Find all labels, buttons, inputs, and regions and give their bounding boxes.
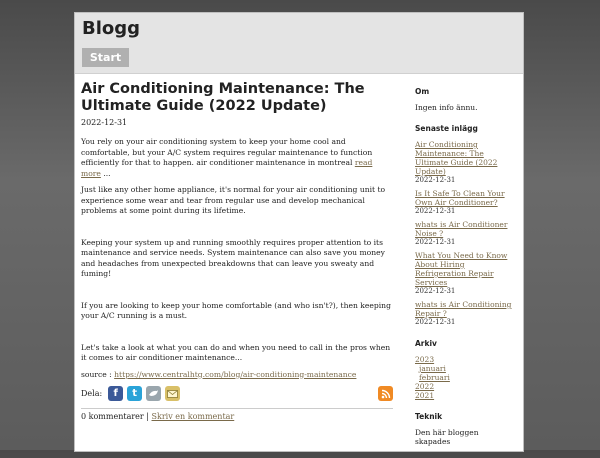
recent-post-link[interactable]: whats is Air Conditioning Repair ?	[415, 300, 512, 318]
archive-year-link[interactable]: 2023	[415, 355, 435, 364]
tech-title: Teknik	[415, 412, 443, 421]
archive-year-link[interactable]: 2022	[415, 382, 435, 391]
separator: |	[143, 412, 152, 421]
archive-month-link[interactable]: februari	[419, 373, 450, 382]
facebook-icon[interactable]: f	[108, 386, 123, 401]
post-paragraph-4: If you are looking to keep your home comfortable (and who isn't?), then keeping your A/C running is a must.	[81, 300, 391, 320]
bird-icon[interactable]	[146, 386, 161, 401]
post-footer	[81, 412, 393, 421]
post-date: 2022-12-31	[81, 118, 128, 127]
recent-posts-title: Senaste inlägg	[415, 124, 478, 133]
recent-post-link[interactable]: Air Conditioning Maintenance: The Ultimate Guide (2022 Update)	[415, 140, 498, 176]
twitter-icon[interactable]: t	[127, 386, 142, 401]
archive-title: Arkiv	[415, 339, 437, 348]
tech-section	[415, 412, 515, 446]
sidebar	[415, 87, 515, 458]
recent-post-date: 2022-12-31	[415, 176, 456, 184]
post-paragraph-1	[81, 137, 393, 179]
tech-text: Den här bloggen skapades	[415, 428, 479, 446]
archive-section	[415, 339, 515, 400]
ellipsis: ...	[100, 168, 111, 178]
share-label: Dela:	[81, 389, 103, 398]
email-icon[interactable]	[165, 386, 180, 401]
read-more-link[interactable]: read more	[81, 158, 373, 178]
post-source	[81, 370, 393, 381]
post-paragraph-3: Keeping your system up and running smoothly requires proper attention to its maintenance and service needs. System maintenance can also save you money and headaches from unexpected breakdowns that can leave you sweaty and fuming!	[81, 237, 385, 278]
paragraph-text: You rely on your air conditioning system to keep your home cool and comfortable, but your A/C system requires regular maintenance to function efficiently for that to happen. air conditioner maintenance in montreal	[81, 137, 373, 167]
about-title: Om	[415, 87, 430, 96]
recent-post-link[interactable]: What You Need to Know About Hiring Refrigeration Repair Services	[415, 251, 508, 287]
site-title[interactable]: Blogg	[82, 18, 141, 39]
recent-post-link[interactable]: whats is Air Conditioner Noise ?	[415, 220, 508, 238]
comments-count-link[interactable]: 0 kommentarer	[81, 412, 144, 421]
recent-post-date: 2022-12-31	[415, 238, 456, 246]
recent-post-date: 2022-12-31	[415, 318, 456, 326]
share-bar	[81, 386, 393, 401]
post-paragraph-5: Let's take a look at what you can do and when you need to call in the pros when it comes to air conditioner maintenance...	[81, 342, 391, 362]
about-section	[415, 87, 515, 112]
post-title[interactable]: Air Conditioning Maintenance: The Ultimate Guide (2022 Update)	[81, 81, 365, 114]
rss-icon[interactable]	[378, 386, 393, 401]
post-paragraph-2: Just like any other home appliance, it's normal for your air conditioning unit to experience some wear and tear from regular use and develop mechanical problems at some point during its lifetime.	[81, 185, 386, 215]
page-container	[74, 12, 524, 452]
source-label: source :	[81, 369, 115, 379]
archive-month-link[interactable]: januari	[419, 364, 446, 373]
nav-start-button[interactable]: Start	[82, 48, 129, 67]
recent-post-date: 2022-12-31	[415, 287, 456, 295]
recent-posts-section	[415, 124, 515, 327]
recent-post-date: 2022-12-31	[415, 207, 456, 215]
post	[81, 81, 393, 421]
site-header	[75, 13, 523, 74]
archive-year-link[interactable]: 2021	[415, 391, 435, 400]
write-comment-link[interactable]: Skriv en kommentar	[151, 412, 235, 421]
source-link[interactable]: https://www.centralhtg.com/blog/air-conditioning-maintenance	[114, 369, 357, 379]
about-text: Ingen info ännu.	[415, 103, 478, 112]
post-divider	[81, 408, 393, 409]
recent-post-link[interactable]: Is It Safe To Clean Your Own Air Conditioner?	[415, 189, 505, 207]
